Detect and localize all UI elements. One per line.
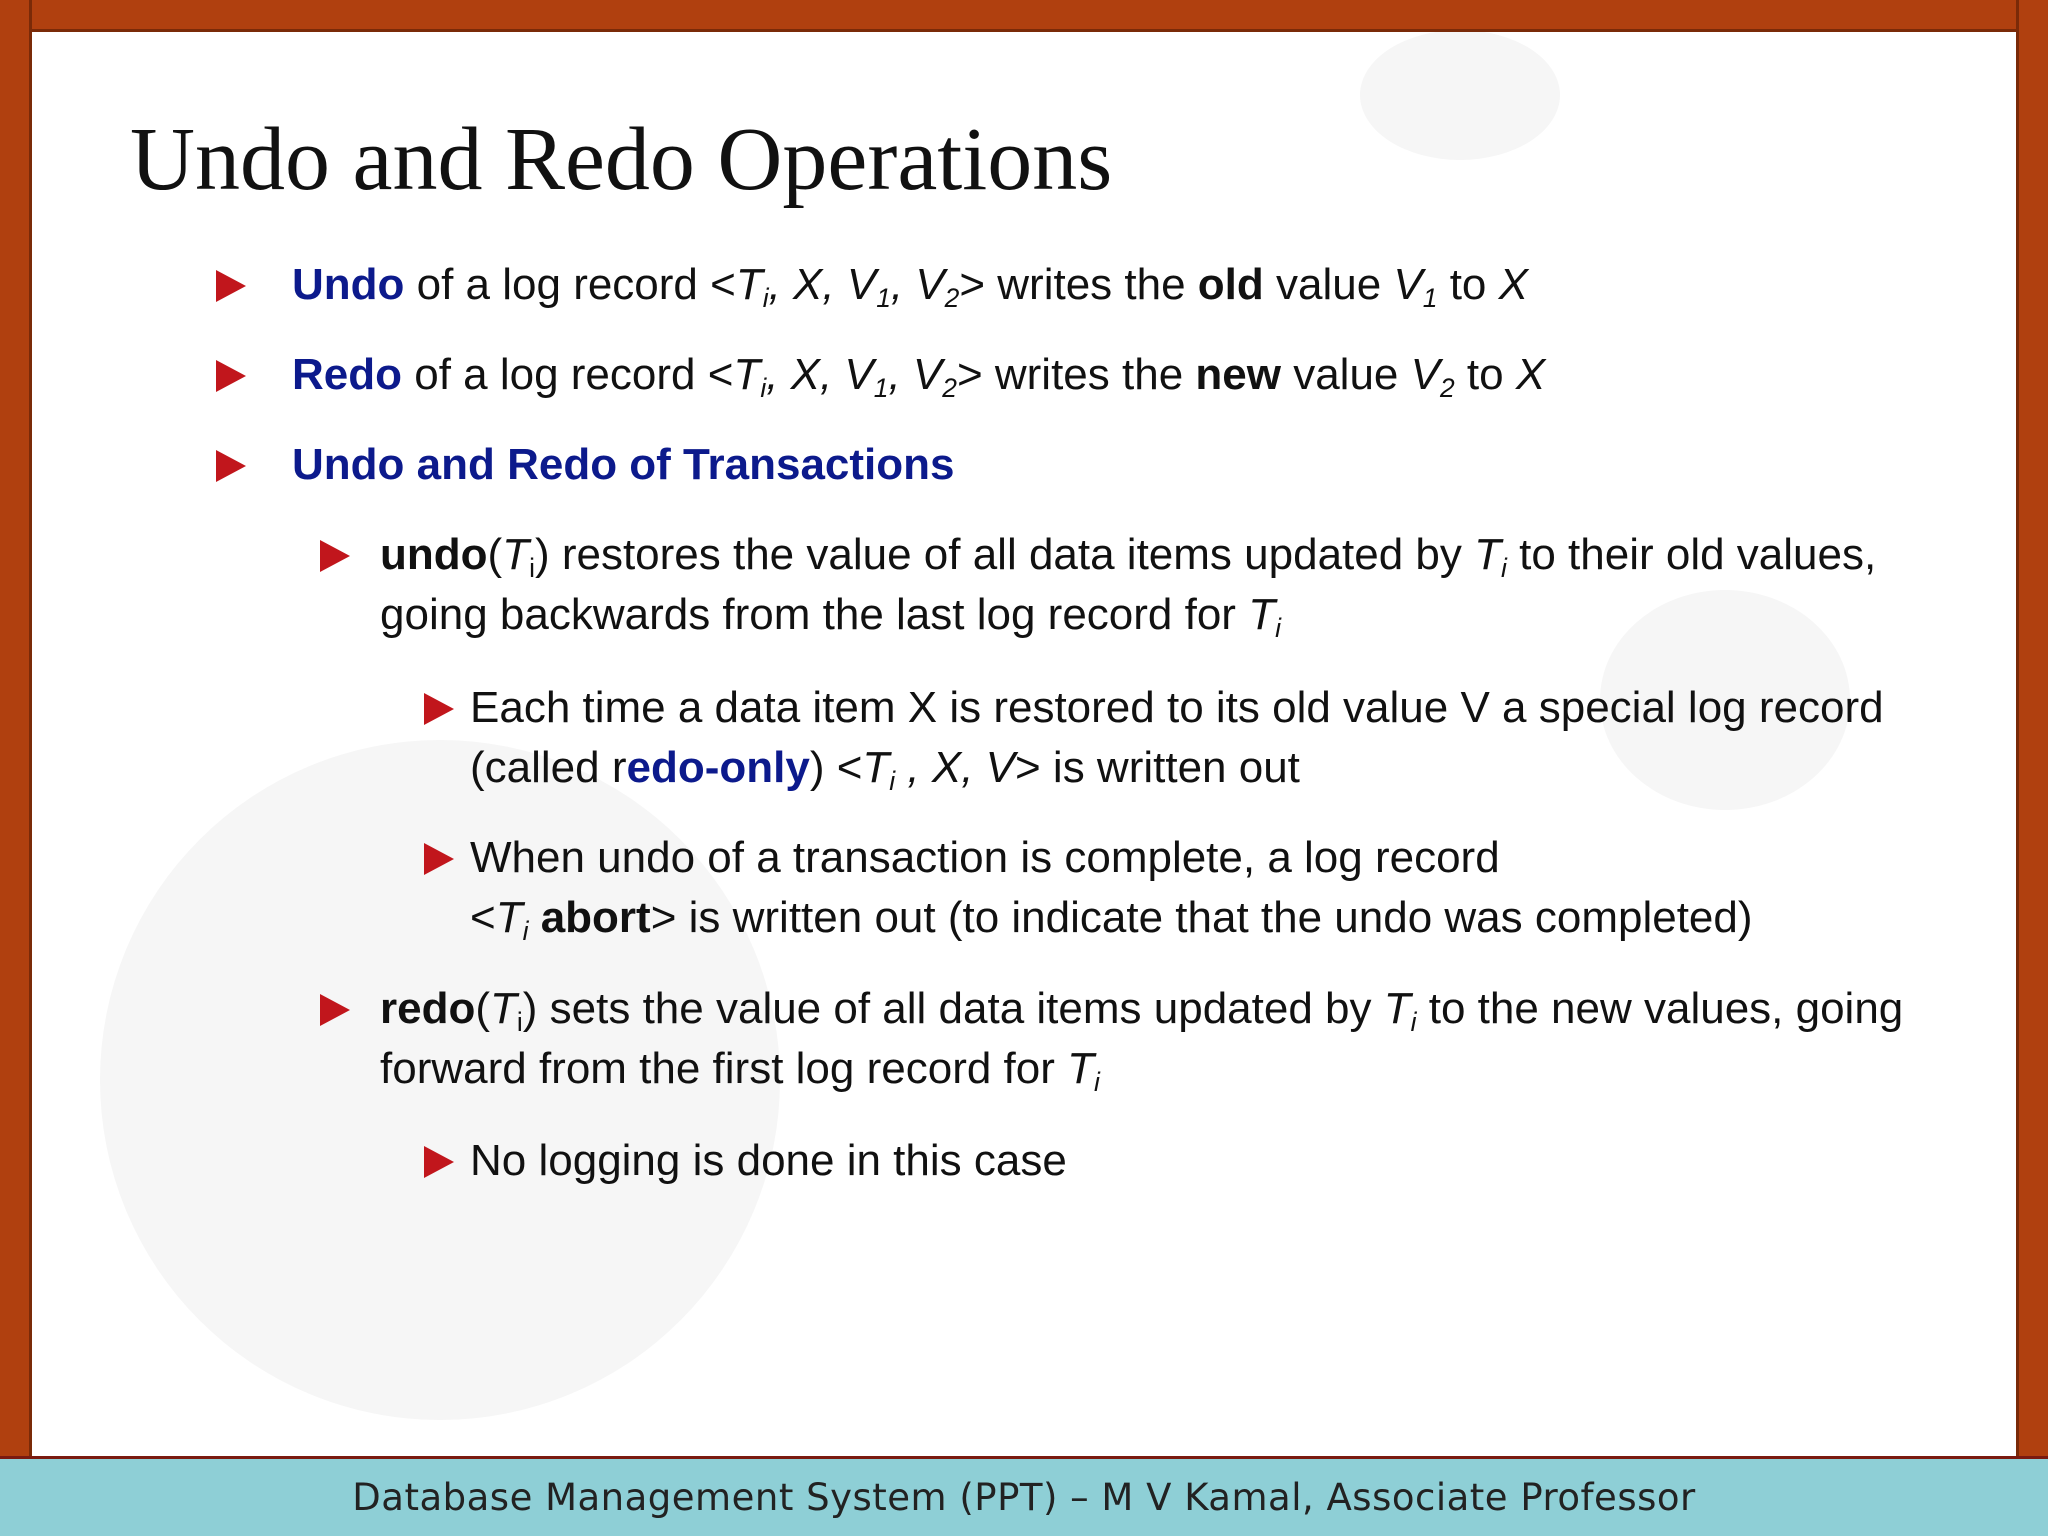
bullet-arrow-icon [424,1146,454,1178]
bullet-undo-redo-transactions: Undo and Redo of Transactions [292,440,955,489]
bullet-no-logging: No logging is done in this case [470,1136,1067,1185]
bullet-redo-log-record: Redo of a log record $<T_i$, X, $V_1$, $V_2>$ writes the new value $V_2$ to X [292,350,1546,403]
bullet-arrow-icon [216,360,246,392]
background-watermark [1360,30,1560,160]
bullet-arrow-icon [216,270,246,302]
bullet-abort-record: When undo of a transaction is complete, a log record $<T_i$ abort> is written out (to indicate that the undo was completed) [470,833,1753,946]
bullet-arrow-icon [320,994,350,1026]
bullet-arrow-icon [424,693,454,725]
bullet-arrow-icon [320,540,350,572]
slide-title: Undo and Redo Operations [130,110,1113,209]
slide-frame-right [2016,0,2048,1456]
slide-frame-top [0,0,2048,32]
bullet-redo-transaction: $redo(T_i)$ sets the value of all data items updated by $T_i$ to the new values, going forward from the first log record for $T_i$ [380,984,1904,1097]
bullet-arrow-icon [424,843,454,875]
bullet-arrow-icon [216,450,246,482]
slide-footer [0,1456,2048,1536]
footer-text: Database Management System (PPT) – M V Kamal, Associate Professor [352,1476,1696,1519]
bullet-undo-log-record: Undo of a log record $<T_i$, X, $V_1$, $V_2>$ writes the old value $V_1$ to X [292,260,1528,313]
slide-frame-left [0,0,32,1456]
bullet-redo-only-record: Each time a data item X is restored to its old value V a special log record (called redo-only) $<T_i$ , X, V> is written out [470,683,1884,796]
bullet-undo-transaction: $undo(T_i)$ restores the value of all data items updated by $T_i$ to their old values, going backwards from the last log record for $T_i$ [380,530,1877,643]
